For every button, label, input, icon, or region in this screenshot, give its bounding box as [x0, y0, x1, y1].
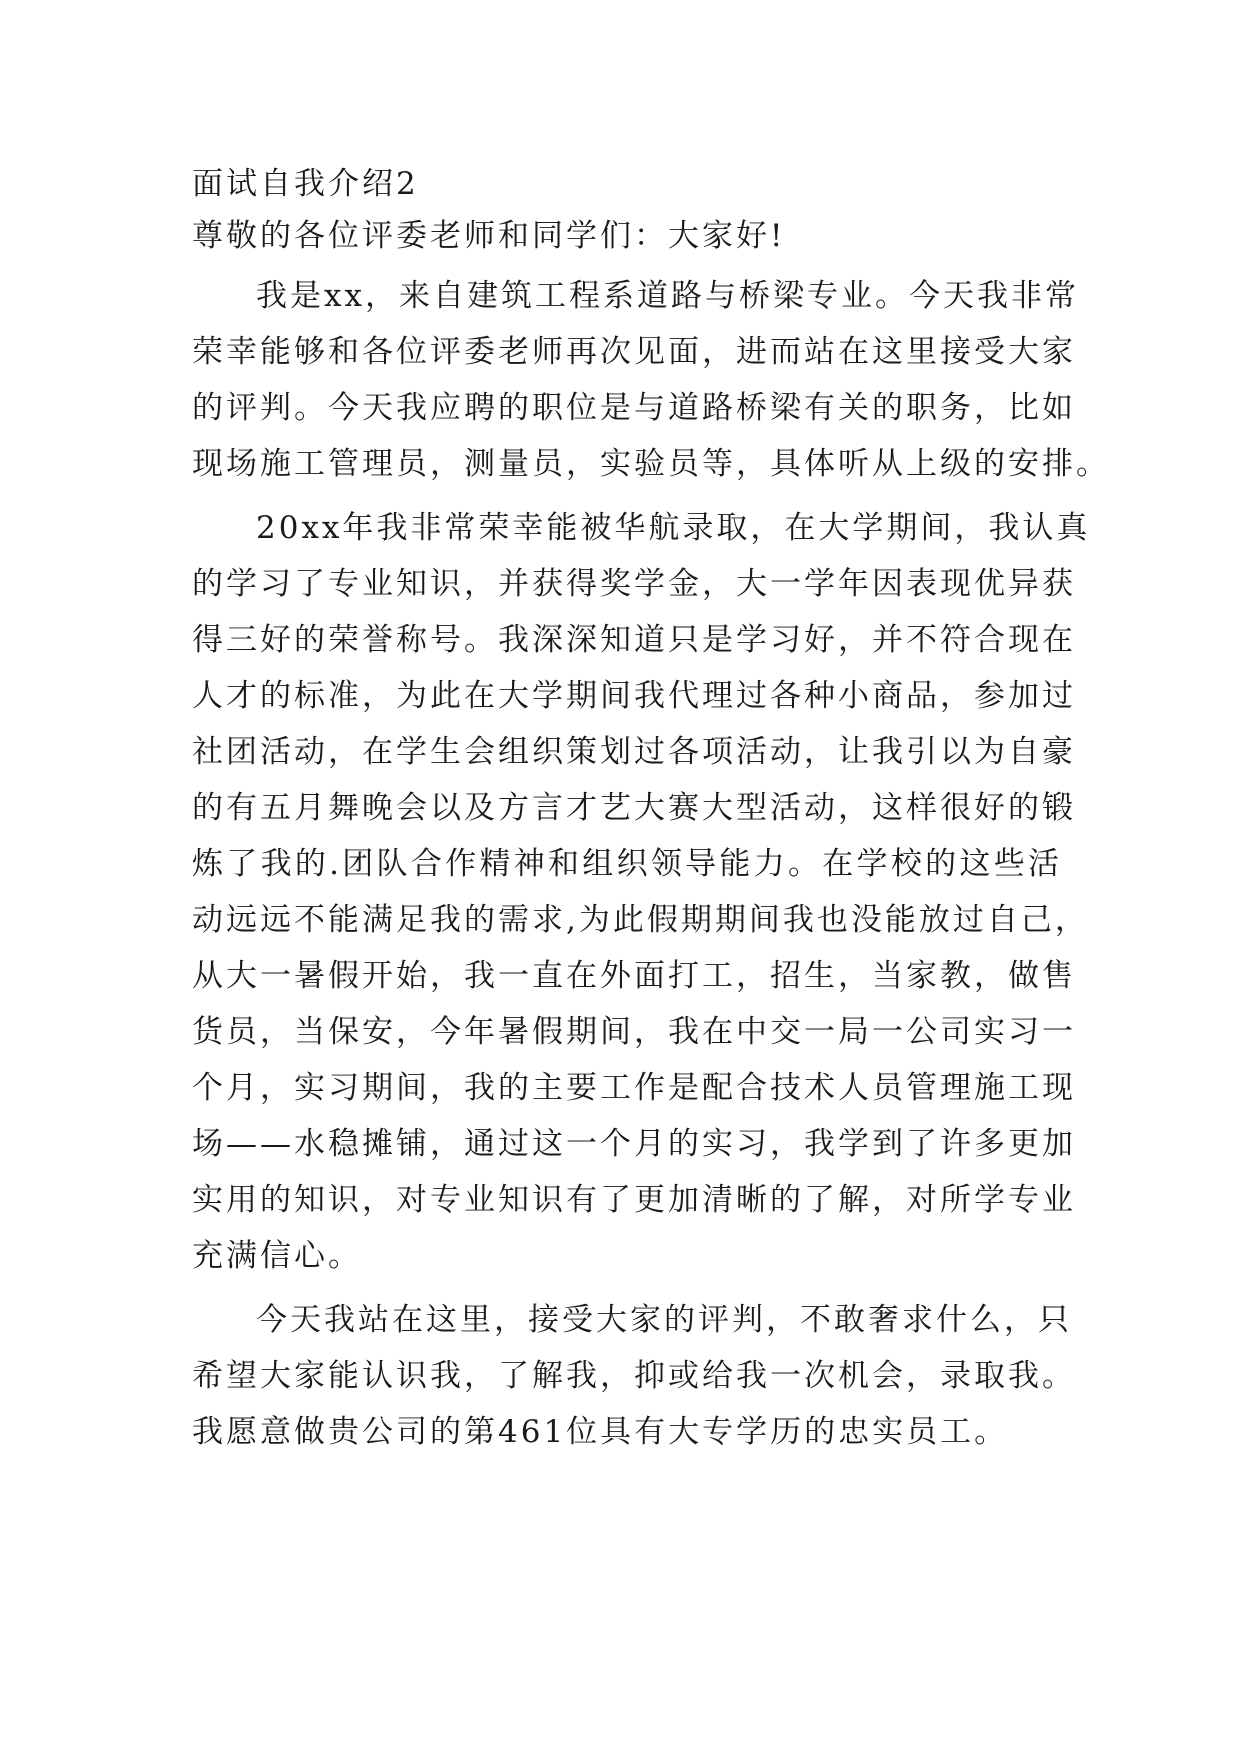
paragraph-line: 充满信心。 [192, 1238, 362, 1274]
paragraph-line: 的学习了专业知识，并获得奖学金，大一学年因表现优异获 [192, 566, 1076, 602]
paragraph-line: 希望大家能认识我，了解我，抑或给我一次机会，录取我。 [192, 1358, 1076, 1394]
paragraph-line: 社团活动，在学生会组织策划过各项活动，让我引以为自豪 [192, 734, 1076, 770]
paragraph-line: 现场施工管理员，测量员，实验员等，具体听从上级的安排。 [192, 446, 1110, 482]
paragraph-line: 我是xx，来自建筑工程系道路与桥梁专业。今天我非常 [256, 278, 1079, 314]
paragraph-line: 从大一暑假开始，我一直在外面打工，招生，当家教，做售 [192, 958, 1076, 994]
paragraph-line: 今天我站在这里，接受大家的评判，不敢奢求什么，只 [256, 1302, 1072, 1338]
paragraph-line: 人才的标准，为此在大学期间我代理过各种小商品，参加过 [192, 678, 1076, 714]
paragraph-line: 个月，实习期间，我的主要工作是配合技术人员管理施工现 [192, 1070, 1076, 1106]
paragraph-1 [192, 268, 1110, 492]
salutation: 尊敬的各位评委老师和同学们：大家好! [192, 218, 786, 254]
document-title: 面试自我介绍2 [192, 166, 419, 202]
paragraph-3 [192, 1292, 1076, 1460]
paragraph-line: 我愿意做贵公司的第461位具有大专学历的忠实员工。 [192, 1414, 1009, 1450]
paragraph-line: 炼了我的.团队合作精神和组织领导能力。在学校的这些活 [192, 846, 1062, 882]
paragraph-line: 的评判。今天我应聘的职位是与道路桥梁有关的职务，比如 [192, 390, 1076, 426]
document-body [192, 160, 1110, 1468]
paragraph-line: 实用的知识，对专业知识有了更加清晰的了解，对所学专业 [192, 1182, 1076, 1218]
paragraph-line: 的有五月舞晚会以及方言才艺大赛大型活动，这样很好的锻 [192, 790, 1076, 826]
paragraph-line: 荣幸能够和各位评委老师再次见面，进而站在这里接受大家 [192, 334, 1076, 370]
paragraph-2 [192, 500, 1091, 1284]
paragraph-line: 货员，当保安，今年暑假期间，我在中交一局一公司实习一 [192, 1014, 1076, 1050]
paragraph-line: 20xx年我非常荣幸能被华航录取，在大学期间，我认真 [256, 510, 1091, 546]
paragraph-line: 得三好的荣誉称号。我深深知道只是学习好，并不符合现在 [192, 622, 1076, 658]
paragraph-line: 动远远不能满足我的需求,为此假期期间我也没能放过自己， [192, 902, 1089, 938]
paragraph-line: 场——水稳摊铺，通过这一个月的实习，我学到了许多更加 [192, 1126, 1076, 1162]
